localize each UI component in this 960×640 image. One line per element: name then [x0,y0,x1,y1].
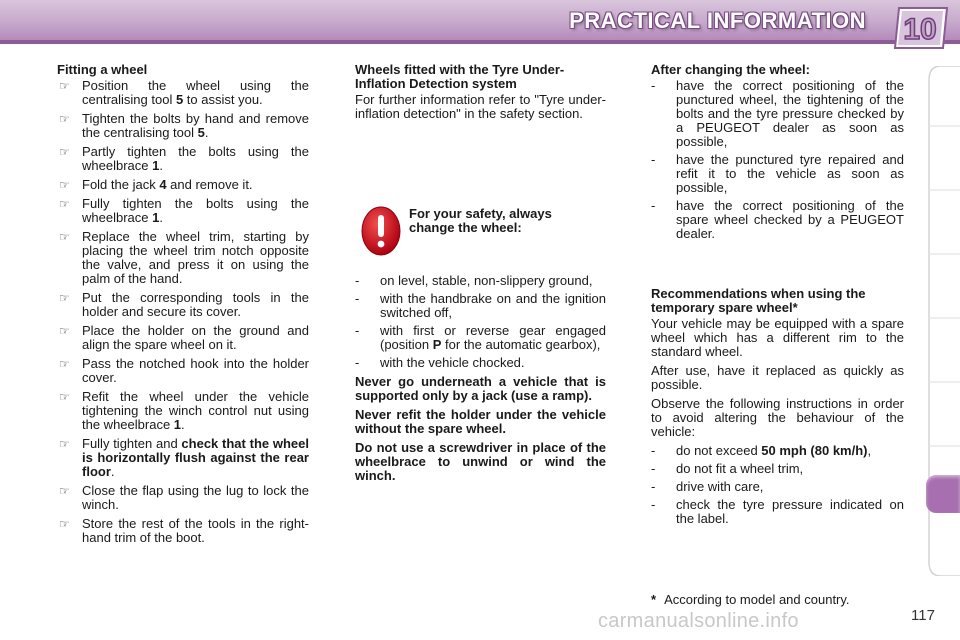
recommendation-item-3: - drive with care, [651,479,764,494]
pointing-hand-icon: ☞ [59,79,70,93]
header-underline [0,40,960,44]
column-fitting-wheel [57,63,309,550]
chapter-badge [893,5,949,51]
page-title: PRACTICAL INFORMATION [569,8,866,33]
exclamation-warning-icon [361,206,401,256]
recommendation-item-4: - check the tyre pressure indicated on the label. [651,497,904,526]
fitting-step-5: ☞ Fully tighten the bolts using the wheelbrace 1. [59,196,309,225]
column-recommendations [651,287,904,531]
fitting-step-7: ☞ Put the corresponding tools in the holder and secure its cover. [59,290,309,319]
dash-bullet: - [651,479,656,494]
tyre-detection-intro: For further information refer to "Tyre under-inflation detection" in the safety section. [355,92,606,121]
page-number: 117 [911,607,935,624]
after-change-heading: After changing the wheel: [651,62,810,77]
recommendation-item-2: - do not fit a wheel trim, [651,461,804,476]
pointing-hand-icon: ☞ [59,390,70,404]
fitting-step-13: ☞ Store the rest of the tools in the right-hand trim of the boot. [59,516,309,545]
dash-bullet: - [651,443,656,458]
fitting-step-10: ☞ Refit the wheel under the vehicle tightening the winch control nut using the wheelbrace 1. [59,389,309,432]
fitting-wheel-heading: Fitting a wheel [57,62,148,77]
pointing-hand-icon: ☞ [59,437,70,451]
recommendation-paragraph-2: After use, have it replaced as quickly as possible. [651,363,904,392]
dash-bullet: - [651,198,656,213]
fitting-step-12: ☞ Close the flap using the lug to lock the winch. [59,483,309,512]
fitting-step-8: ☞ Place the holder on the ground and align the spare wheel on it. [59,323,309,352]
watermark: carmanualsonline.info [598,610,799,632]
safety-warnings [355,375,606,483]
dash-bullet: - [651,461,656,476]
chapter-number: 10 [903,13,937,46]
safety-warning-2: Never refit the holder under the vehicle without the spare wheel. [355,407,606,436]
fitting-step-3: ☞ Partly tighten the bolts using the wheelbrace 1. [59,144,309,173]
fitting-step-11: ☞ Fully tighten and check that the wheel is horizontally flush against the rear floor. [59,436,309,479]
tyre-detection-heading: Wheels fitted with the Tyre Under-Inflation Detection system [355,62,565,91]
recommendation-item-1: - do not exceed 50 mph (80 km/h), [651,443,872,458]
dash-bullet: - [355,291,360,306]
recommendations-paragraphs [651,317,904,439]
safety-warning-title: For your safety, always change the wheel: [409,206,552,235]
after-change-item-2: - have the punctured tyre repaired and refit it to the vehicle as soon as possible, [651,152,904,195]
fitting-steps-list [57,79,309,545]
pointing-hand-icon: ☞ [59,324,70,338]
column-tyre-detection-lower [355,274,606,488]
dash-bullet: - [651,78,656,93]
pointing-hand-icon: ☞ [59,230,70,244]
recommendation-paragraph-1: Your vehicle may be equipped with a spare wheel which has a different rim to the standard wheel. [651,316,904,359]
footnote-text: According to model and country. [664,592,850,607]
after-change-item-3: - have the correct positioning of the spare wheel checked by a PEUGEOT dealer. [651,198,904,241]
safety-condition-1: - on level, stable, non-slippery ground, [355,273,593,288]
fitting-step-1: ☞ Position the wheel using the centralising tool 5 to assist you. [59,78,309,107]
footnote-marker: * [651,592,657,607]
fitting-step-6: ☞ Replace the wheel trim, starting by placing the wheel trim notch opposite the valve, and press it on using the palm of the hand. [59,229,309,286]
pointing-hand-icon: ☞ [59,197,70,211]
pointing-hand-icon: ☞ [59,357,70,371]
recommendation-paragraph-3: Observe the following instructions in order to avoid altering the behaviour of the vehicle: [651,396,904,439]
column-after-change [651,63,904,246]
column-tyre-detection [355,63,606,126]
safety-condition-4: - with the vehicle chocked. [355,355,525,370]
dash-bullet: - [355,323,360,338]
recommendations-list [651,444,904,526]
footnote [651,592,850,607]
safety-warning-3: Do not use a screwdriver in place of the wheelbrace to unwind or wind the winch. [355,440,606,483]
pointing-hand-icon: ☞ [59,178,70,192]
safety-conditions-list [355,274,606,370]
safety-warning-1: Never go underneath a vehicle that is supported only by a jack (use a ramp). [355,374,606,403]
pointing-hand-icon: ☞ [59,112,70,126]
recommendations-heading: Recommendations when using the temporary spare wheel* [651,286,866,315]
safety-condition-2: - with the handbrake on and the ignition switched off, [355,291,606,320]
pointing-hand-icon: ☞ [59,517,70,531]
dash-bullet: - [355,273,360,288]
fitting-step-9: ☞ Pass the notched hook into the holder cover. [59,356,309,385]
after-change-item-1: - have the correct positioning of the punctured wheel, the tightening of the bolts and the tyre pressure checked by a PEUGEOT dealer as soon as possible, [651,78,904,149]
fitting-step-4: ☞ Fold the jack 4 and remove it. [59,177,253,192]
pointing-hand-icon: ☞ [59,145,70,159]
dash-bullet: - [651,152,656,167]
dash-bullet: - [651,497,656,512]
safety-condition-3: - with first or reverse gear engaged (position P for the automatic gearbox), [355,323,606,352]
dash-bullet: - [355,355,360,370]
pointing-hand-icon: ☞ [59,484,70,498]
pointing-hand-icon: ☞ [59,291,70,305]
fitting-step-2: ☞ Tighten the bolts by hand and remove the centralising tool 5. [59,111,309,140]
active-chapter-tab[interactable] [926,475,960,513]
after-change-list [651,79,904,241]
